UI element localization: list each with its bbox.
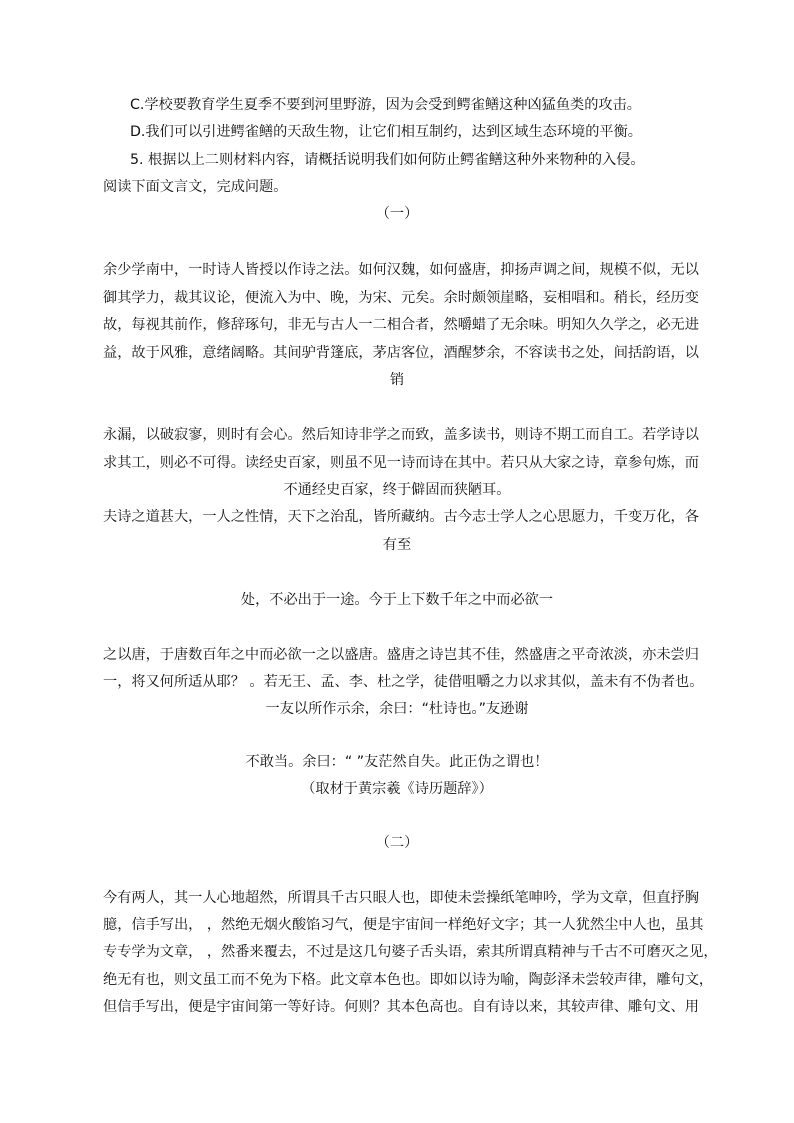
option-d: D.我们可以引进鳄雀鳝的天敌生物，让它们相互制约，达到区域生态环境的平衡。 bbox=[130, 124, 642, 140]
passage-one-line: 永漏，以破寂寥，则时有会心。然后知诗非学之而致，盖多读书，则诗不期工而自工。若学诗以 bbox=[103, 427, 699, 443]
passage-one-line: 之以唐，于唐数百年之中而必欲一之以盛唐。盛唐之诗岂其不佳，然盛唐之平奇浓淡，亦未尝归 bbox=[103, 647, 699, 663]
question-5: 5. 根据以上二则材料内容，请概括说明我们如何防止鳄雀鳝这种外来物种的入侵。 bbox=[130, 152, 645, 168]
source-citation: （取材于黄宗羲《诗历题辞》） bbox=[301, 781, 493, 797]
passage-one-line: 益，故于风雅，意绪阔略。其间驴背篷底，茅店客位，酒醒梦余，不容读书之处，间括韵语，以 bbox=[103, 345, 699, 361]
passage-two-line: 今有两人，其一人心地超然，所谓具千古只眼人也，即使未尝操纸笔呻吟，学为文章，但直抒胸 bbox=[103, 890, 699, 906]
passage-one-line: 夫诗之道甚大，一人之性情，天下之治乱，皆所藏纳。古今志士学人之心思愿力，千变万化，各 bbox=[103, 509, 699, 525]
passage-one-line: 一友以所作示余，余曰：“杜诗也。”友逊谢 bbox=[265, 701, 529, 717]
section-one-heading: （一） bbox=[375, 206, 419, 222]
passage-one-line: 处，不必出于一途。今于上下数千年之中而必欲一 bbox=[240, 592, 554, 608]
passage-one-line: 有至 bbox=[382, 537, 412, 553]
reading-instruction: 阅读下面文言文，完成问题。 bbox=[103, 179, 288, 195]
passage-one-line: 故，每视其前作，修辞琢句，非无与古人一二相合者，然嚼蜡了无余味。明知久久学之，必无进 bbox=[103, 317, 699, 333]
passage-one-line: 销 bbox=[389, 372, 405, 388]
passage-two-line: 但信手写出，便是宇宙间第一等好诗。何则？其本色高也。自有诗以来，其较声律、雕句文、用 bbox=[103, 999, 699, 1015]
option-c: C.学校要教育学生夏季不要到河里野游，因为会受到鳄雀鳝这种凶猛鱼类的攻击。 bbox=[130, 97, 641, 113]
passage-two-line: 臆，信手写出， ，然绝无烟火酸馅习气，便是宇宙间一样绝好文字；其一人犹然尘中人也，虽其 bbox=[103, 917, 704, 933]
passage-two-line: 专专学为文章， ，然番来覆去，不过是这几句婆子舌头语，索其所谓真精神与千古不可磨灭之见， bbox=[103, 944, 718, 960]
passage-two-line: 绝无有也，则文虽工而不免为下格。此文章本色也。即如以诗为喻，陶彭泽未尝较声律，雕句文， bbox=[103, 972, 714, 988]
passage-one-line: 一，将又何所适从耶？ 。若无王、孟、李、杜之学，徒借咀嚼之力以求其似，盖未有不伪者也。 bbox=[103, 674, 704, 690]
passage-one-line: 求其工，则必不可得。读经史百家，则虽不见一诗而诗在其中。若只从大家之诗，章参句炼，而 bbox=[103, 455, 699, 471]
passage-one-line: 不敢当。余曰：“ ”友茫然自失。此正伪之谓也！ bbox=[245, 754, 549, 770]
passage-one-line: 余少学南中，一时诗人皆授以作诗之法。如何汉魏，如何盛唐，抑扬声调之间，规模不似，无以 bbox=[103, 262, 699, 278]
passage-one-line: 不通经史百家，终于僻固而狭陋耳。 bbox=[283, 482, 511, 498]
passage-one-line: 御其学力，裁其议论，便流入为中、晚，为宋、元矣。余时颇领崖略，妄相唱和。稍长，经历变 bbox=[103, 290, 699, 306]
section-two-heading: （二） bbox=[375, 835, 419, 851]
